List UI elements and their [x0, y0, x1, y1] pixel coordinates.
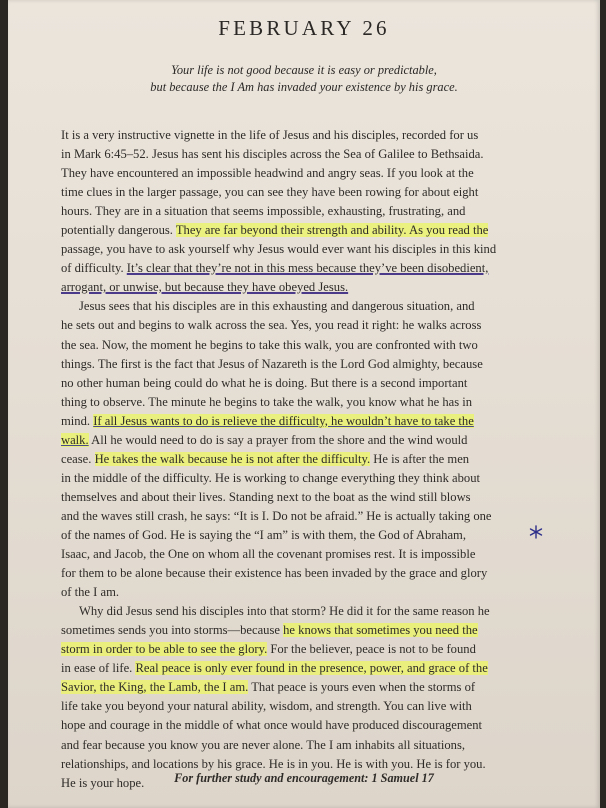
body-line: passage, you have to ask yourself why Jesus would ever want his disciples in this kind [61, 242, 497, 257]
body-text: sometimes sends you into storms—because [61, 623, 284, 638]
body-line: Why did Jesus send his disciples into that storm? He did it for the same reason he [79, 604, 490, 619]
body-line: and the waves still crash, he says: “It is I. Do not be afraid.” He is actually taking one [61, 508, 492, 523]
body-line: life take you beyond your natural ability, wisdom, and strength. You can live with [61, 699, 472, 714]
highlighted-text: storm in order to be able to see the glory. [61, 642, 268, 657]
book-page [8, 0, 600, 808]
body-line: themselves and about their lives. Standing next to the boat as the wind still blows [61, 489, 471, 504]
body-text: cease. [61, 451, 95, 466]
body-line: of the I am. [61, 585, 120, 600]
body-line: He is your hope. [61, 775, 145, 790]
body-line: in the middle of the difficulty. He is working to change everything they think about [61, 470, 480, 485]
body-line: relationships, and locations by his grace. He is in you. He is with you. He is for you. [61, 756, 486, 771]
body-line [61, 259, 581, 278]
highlighted-underlined-text: If all Jesus wants to do is relieve the difficulty, he wouldn’t have to take the [93, 413, 474, 428]
body-line: It is a very instructive vignette in the life of Jesus and his disciples, recorded for us [61, 128, 479, 142]
body-line: in Mark 6:45–52. Jesus has sent his disciples across the Sea of Galilee to Bethsaida. [61, 147, 484, 162]
epigraph-line-2: but because the I Am has invaded your existence by his grace. [150, 80, 458, 94]
body-line: the sea. Now, the moment he begins to take this walk, you are confronted with two [61, 337, 478, 352]
body-line [61, 640, 581, 659]
body-line: of the names of God. He is saying the “I am” is with them, the God of Abraham, [61, 527, 467, 542]
page-title: FEBRUARY 26 [218, 16, 390, 40]
body-line: hope and courage in the middle of what once would have produced discouragement [61, 718, 483, 733]
epigraph [8, 62, 600, 96]
further-study-note: For further study and encouragement: 1 Samuel 17 [174, 771, 434, 785]
body-line: things. The first is the fact that Jesus of Nazareth is the Lord God almighty, because [61, 356, 483, 371]
body-text: He is after the men [370, 451, 470, 466]
body-line: They have encountered an impossible headwind and angry seas. If you look at the [61, 166, 474, 181]
body-text: potentially dangerous. [61, 223, 176, 238]
highlighted-underlined-text: walk. [61, 432, 89, 447]
body-text: in ease of life. [61, 661, 136, 676]
body-line: no other human being could do what he is doing. But there is a second important [61, 375, 468, 390]
body-line: Jesus sees that his disciples are in this exhausting and dangerous situation, and [79, 299, 475, 314]
body-line: time clues in the larger passage, you can see they have been rowing for about eight [61, 185, 479, 200]
body-text: of difficulty. [61, 261, 127, 276]
highlighted-text: Savior, the King, the Lamb, the I am. [61, 680, 249, 695]
body-line [61, 221, 581, 240]
highlighted-text: As you read the [406, 223, 489, 238]
body-line: he sets out and begins to walk across the sea. Yes, you read it right: he walks across [61, 318, 482, 333]
body-text: For the believer, peace is not to be found [267, 642, 476, 657]
body-text: All he would need to do is say a prayer from the shore and the wind would [88, 432, 468, 447]
asterisk-star-icon [529, 525, 543, 539]
devotional-body [61, 126, 581, 793]
highlighted-text: He takes the walk because he is not after the difficulty. [94, 451, 371, 466]
body-line: and fear because you know you are never alone. The I am inhabits all situations, [61, 737, 466, 752]
underlined-text: arrogant, or unwise, but because they have obeyed Jesus. [61, 280, 349, 295]
body-line [61, 412, 581, 431]
body-line: thing to observe. The minute he begins to take the walk, you know what he has in [61, 394, 473, 409]
body-line [61, 659, 581, 678]
highlighted-text: he knows that sometimes you need the [283, 623, 478, 638]
body-line: Isaac, and Jacob, the One on whom all the covenant promises rest. It is impossible [61, 547, 476, 562]
epigraph-line-1: Your life is not good because it is easy or predictable, [171, 63, 437, 77]
body-line [61, 431, 581, 450]
body-line [61, 621, 581, 640]
highlighted-text: They are far beyond their strength and ability. [175, 223, 407, 238]
body-line [61, 278, 581, 297]
underlined-text: It’s clear that they’re not in this mess because they’ve been disobedient, [126, 261, 489, 276]
body-line: for them to be alone because their existence has been invaded by the grace and glory [61, 566, 488, 581]
highlighted-text: Real peace is only ever found in the presence, power, and grace of the [135, 661, 488, 676]
body-text: That peace is yours even when the storms of [248, 680, 476, 695]
body-line [61, 678, 581, 697]
body-line: hours. They are in a situation that seems impossible, exhausting, frustrating, and [61, 204, 466, 219]
body-line [61, 450, 581, 469]
body-text: mind. [61, 413, 94, 428]
